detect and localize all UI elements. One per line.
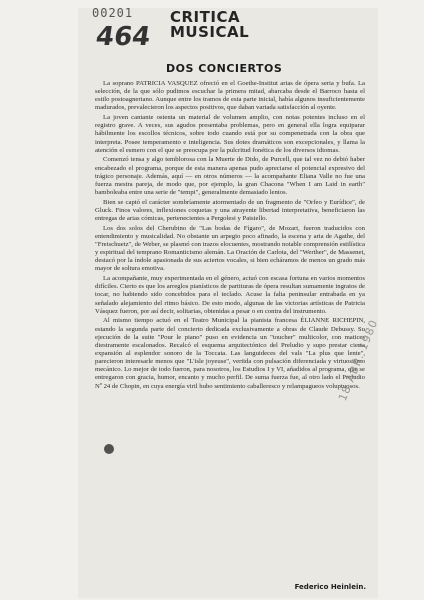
handwritten-number: 464: [93, 22, 153, 52]
paragraph: Bien se captó el carácter sombríamente atormentado de un fragmento de "Orfeo y Eurídice", de Gluck. Finos valores, inflexiones coquetas y una atrayente libertad interpretativa, beneficiaron las entregas de arias cómicas, pertenecientes a Pergolesi y Paisiello.: [95, 198, 365, 222]
author-signature: Federico Heinlein.: [294, 583, 366, 591]
paragraph: La joven cantante ostenta un material de volumen amplio, con notas potentes incluso en el registro grave. A veces, sus agudos presentaba problemas, pero en general ella logra equiparar hábilmente los escollos técnicos, sobre todo cuando está por su compenetrada con la obra que interpreta. Posee temperamento e inteligencia. Sus dotes dramáticos son excepcionales, y llama la atención el esmero con el que se preocupa por la pulcritud fonética de los diversos idiomas.: [95, 114, 365, 154]
article-body: [95, 80, 365, 392]
paragraph: Al mismo tiempo actuó en el Teatro Municipal la pianista francesa ÉLIANNE RICHEPIN, estando la segunda parte del concierto dedicada exclusivamente a obras de Claude Debussy. Su ejecución de la suite "Pour le piano" puso en evidencia un "toucher" multicolor, con matices diestramente escalonados. Recalcó el esquema arquitectónico del Preludio y supo prestar cierta expansión al esplendor sonoro de la Toccata. Las languideces del vals "La plus que lente", parecieron interesarle menos que "L'isle joyeuse", vertida con pulsación diferenciada y virtuosismo mecánico. Lo mejor de todo fueron, para nosotros, los Estudios I y VI, añadidos al programa, que se entregaron con gracia, humor, encanto y mucho perfil. De suma fuerza fue, al otro lado el Preludio Nº 24 de Chopin, en cuya energía viril hubo sentimiento caballeresco y relampagueos voluptuosos.: [95, 317, 365, 390]
section-title: [170, 10, 249, 40]
paragraph: La acompañante, muy experimentada en el género, actuó con escasa fortuna en varios momentos difíciles. Cierto es que los arreglos pianísticos de partituras de ópera resultan sumamente ingratos de tocar, no habiendo sido concebidos para el teclado. Acuse la falta peninsular entrabada en ya señalado alejamiento del ritmo básico. De esto modo, algunas de las victorias artísticas de Patricia Vásquez fueron, por así decir, solitarias, obtenidas a pesar o en contra del instrumento.: [95, 275, 365, 315]
ink-dot-mark: [104, 444, 114, 454]
section-title-line1: CRITICA: [170, 8, 241, 26]
paragraph: Los dos solos del Cherubino de "Las bodas de Fígaro", de Mozart, fueron traducidos con entendimiento y musicalidad. No obstante un arpegio poco afinado, la escena y aria de Agathe, del "Freischuetz", de Weber, se plasmó con trazos elocuentes, mostrando notable comprensión estilística y espiritual del temprano Romanticismo alemán. La Oración de Carlota, del "Werther", de Massenet, destacó por la índole apasionada de sus aciertos vocales, si bien echáramos de menos un grado más mayor de soltura emotiva.: [95, 224, 365, 273]
archive-number: 00201: [92, 6, 134, 20]
date-stamp: 18 ABR. 1980: [336, 317, 381, 403]
paragraph: La soprano PATRICIA VASQUEZ ofreció en el Goethe-Institut arias de ópera seria y bufa. La selección, de la que sólo pudimos escuchar la primera mitad, abarcaba desde el Barroco hasta el estilo postoagneriano. Aunque entre los tramos de esta parte inicial, había algunos insuficientemente madurados, prevalecieron los aspectos positivos, que daban variada satisfacción al oyente.: [95, 80, 365, 112]
paragraph: Comenzó tensa y algo temblorosa con la Muerte de Dido, de Purcell, que tal vez no debió haber encabezado el programa, porque de esta manera apenas pudo apreciarse el potencial expresivo del trágico personaje. Además, aquí — en otros números — la acompañante Eliana Valle no fue una fuerza mestra pareja, de modo que, por ejemplo, la gran Chacona "When I am Laid in earth" bamboleaba entre una serie de "tempi", generalmente demasiado lentos.: [95, 156, 365, 197]
section-title-line2: MUSICAL: [170, 23, 250, 41]
article-title: DOS CONCIERTOS: [166, 62, 283, 75]
